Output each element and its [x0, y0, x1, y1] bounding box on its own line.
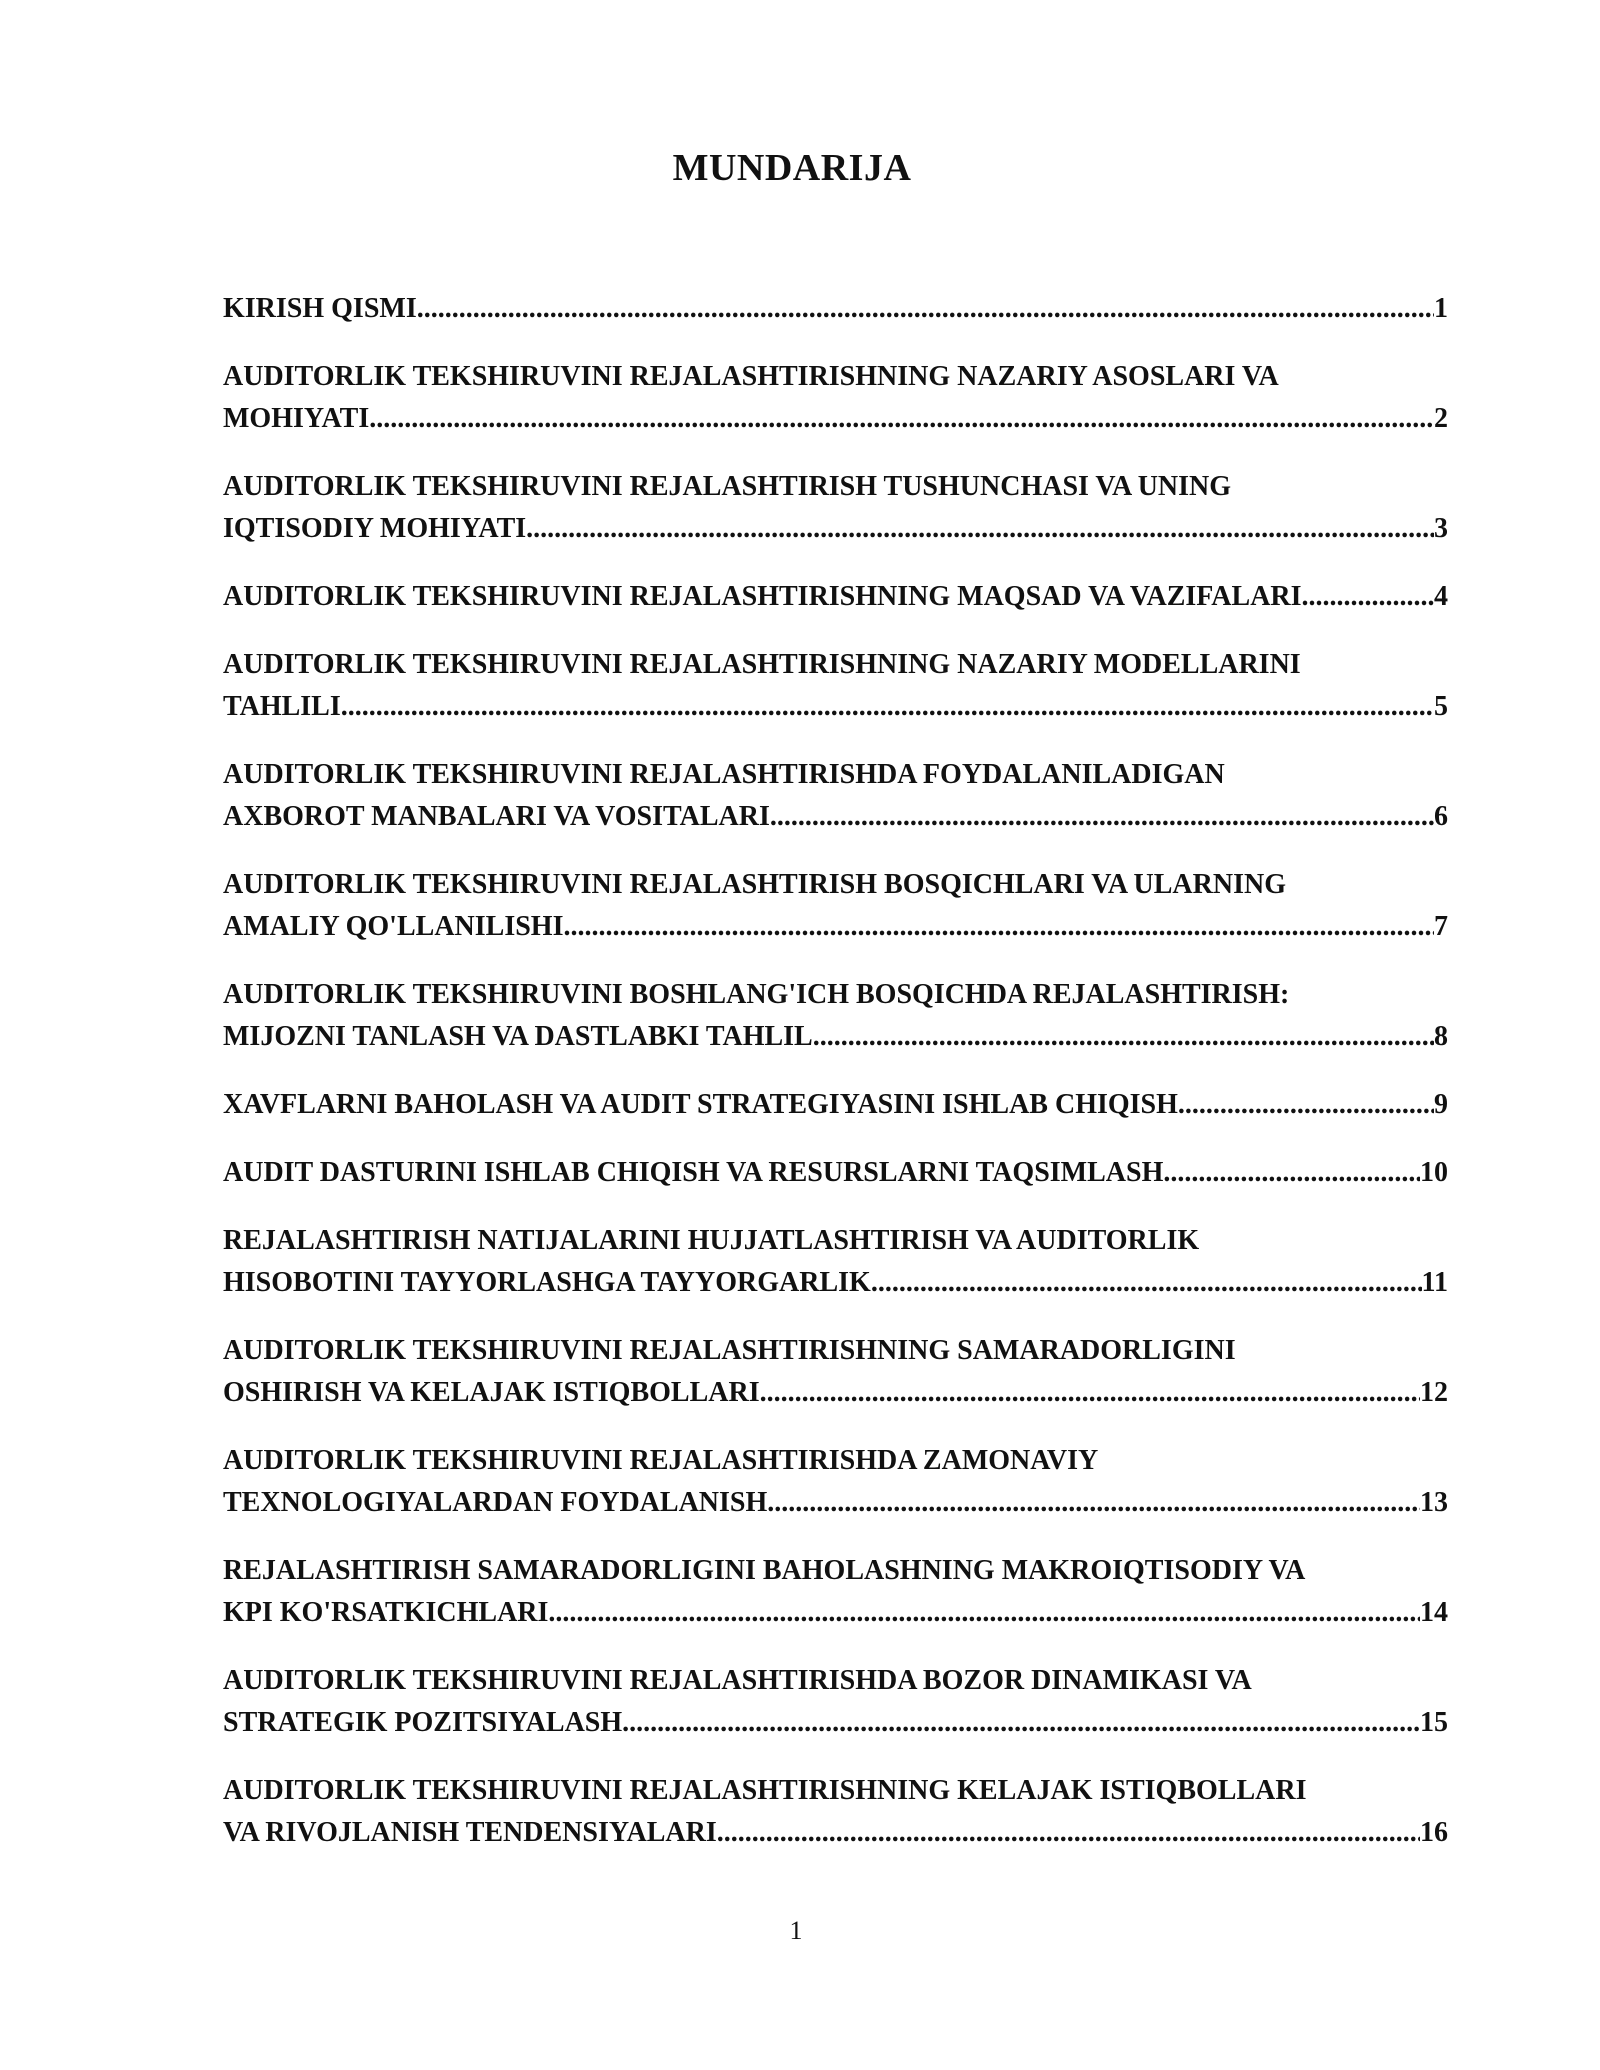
toc-entry[interactable]	[223, 1330, 1448, 1414]
toc-entry-leader-line	[223, 686, 1448, 728]
toc-entry-page-number: 3	[1434, 513, 1448, 544]
dot-leader	[770, 796, 1434, 838]
toc-entry-title-line: AUDITORLIK TEKSHIRUVINI REJALASHTIRISH BOSQICHLARI VA ULARNING	[223, 869, 1286, 900]
toc-entry-leader-line	[223, 398, 1448, 440]
toc-entry-title: HISOBOTINI TAYYORLASHGA TAYYORGARLIK	[223, 1267, 871, 1298]
toc-entry-title-line: AUDITORLIK TEKSHIRUVINI REJALASHTIRISHDA BOZOR DINAMIKASI VA	[223, 1665, 1252, 1696]
page-title: MUNDARIJA	[672, 147, 912, 189]
toc-entry[interactable]	[223, 1770, 1448, 1854]
dot-leader	[1163, 1152, 1420, 1194]
dot-leader	[760, 1372, 1420, 1414]
toc-entry-page-number: 5	[1434, 691, 1448, 722]
toc-entry-title: STRATEGIK POZITSIYALASH	[223, 1707, 623, 1738]
dot-leader	[767, 1482, 1420, 1524]
toc-entry-title: XAVFLARNI BAHOLASH VA AUDIT STRATEGIYASINI ISHLAB CHIQISH	[223, 1089, 1178, 1120]
toc-entry-leader-line	[223, 288, 1448, 330]
toc-entry[interactable]	[223, 864, 1448, 948]
toc-entry[interactable]	[223, 288, 1448, 330]
toc-entry-page-number: 14	[1420, 1597, 1448, 1628]
toc-entry-title: AUDITORLIK TEKSHIRUVINI REJALASHTIRISHNING MAQSAD VA VAZIFALARI	[223, 581, 1302, 612]
toc-entry-title: KIRISH QISMI	[223, 293, 417, 324]
toc-entry[interactable]	[223, 576, 1448, 618]
toc-entry-leader-line	[223, 906, 1448, 948]
toc-entry-page-number: 16	[1420, 1817, 1448, 1848]
toc-entry-title-line: AUDITORLIK TEKSHIRUVINI REJALASHTIRISHDA ZAMONAVIY	[223, 1445, 1099, 1476]
toc-entry-leader-line	[223, 1482, 1448, 1524]
toc-entry-leader-line	[223, 1372, 1448, 1414]
toc-entry[interactable]	[223, 1220, 1448, 1304]
toc-entry-leader-line	[223, 1084, 1448, 1126]
table-of-contents	[223, 288, 1448, 1880]
toc-entry-page-number: 2	[1434, 403, 1448, 434]
toc-entry-title-line: AUDITORLIK TEKSHIRUVINI REJALASHTIRISHNING KELAJAK ISTIQBOLLARI	[223, 1775, 1307, 1806]
toc-entry-title-line: REJALASHTIRISH NATIJALARINI HUJJATLASHTIRISH VA AUDITORLIK	[223, 1225, 1200, 1256]
toc-entry-page-number: 8	[1434, 1021, 1448, 1052]
toc-entry-page-number: 12	[1420, 1377, 1448, 1408]
dot-leader	[369, 398, 1434, 440]
toc-entry-leader-line	[223, 576, 1448, 618]
toc-entry-title: TEXNOLOGIYALARDAN FOYDALANISH	[223, 1487, 768, 1518]
toc-entry[interactable]	[223, 356, 1448, 440]
toc-entry-title: IQTISODIY MOHIYATI	[223, 513, 527, 544]
toc-entry-leader-line	[223, 1592, 1448, 1634]
toc-entry-title: OSHIRISH VA KELAJAK ISTIQBOLLARI	[223, 1377, 760, 1408]
toc-entry-title: TAHLILI	[223, 691, 341, 722]
toc-entry[interactable]	[223, 1550, 1448, 1634]
toc-entry-page-number: 11	[1421, 1267, 1448, 1298]
dot-leader	[526, 508, 1434, 550]
toc-entry-title: MOHIYATI	[223, 403, 370, 434]
toc-entry-page-number: 10	[1420, 1157, 1448, 1188]
toc-entry-page-number: 6	[1434, 801, 1448, 832]
toc-entry-title: AMALIY QO'LLANILISHI	[223, 911, 564, 942]
toc-entry[interactable]	[223, 1084, 1448, 1126]
toc-entry-leader-line	[223, 508, 1448, 550]
toc-entry-title: MIJOZNI TANLASH VA DASTLABKI TAHLIL	[223, 1021, 813, 1052]
dot-leader	[813, 1016, 1434, 1058]
toc-entry-page-number: 15	[1420, 1707, 1448, 1738]
toc-entry-page-number: 1	[1434, 293, 1448, 324]
toc-entry-title-line: AUDITORLIK TEKSHIRUVINI REJALASHTIRISHNING NAZARIY MODELLARINI	[223, 649, 1301, 680]
toc-entry[interactable]	[223, 1440, 1448, 1524]
toc-entry[interactable]	[223, 1660, 1448, 1744]
toc-entry-page-number: 7	[1434, 911, 1448, 942]
toc-entry-title: AXBOROT MANBALARI VA VOSITALARI	[223, 801, 770, 832]
toc-entry-title-line: AUDITORLIK TEKSHIRUVINI REJALASHTIRISHNING NAZARIY ASOSLARI VA	[223, 361, 1279, 392]
toc-entry-page-number: 13	[1420, 1487, 1448, 1518]
toc-entry-leader-line	[223, 1812, 1448, 1854]
toc-entry-title: KPI KO'RSATKICHLARI	[223, 1597, 549, 1628]
toc-entry[interactable]	[223, 644, 1448, 728]
dot-leader	[622, 1702, 1420, 1744]
dot-leader	[871, 1262, 1422, 1304]
page-number: 1	[789, 1916, 803, 1945]
dot-leader	[341, 686, 1434, 728]
dot-leader	[1302, 576, 1434, 618]
dot-leader	[563, 906, 1434, 948]
toc-entry-title: VA RIVOJLANISH TENDENSIYALARI	[223, 1817, 717, 1848]
toc-entry[interactable]	[223, 754, 1448, 838]
dot-leader	[1178, 1084, 1434, 1126]
toc-entry-title-line: AUDITORLIK TEKSHIRUVINI BOSHLANG'ICH BOSQICHDA REJALASHTIRISH:	[223, 979, 1290, 1010]
dot-leader	[548, 1592, 1420, 1634]
toc-entry[interactable]	[223, 974, 1448, 1058]
toc-entry[interactable]	[223, 1152, 1448, 1194]
dot-leader	[417, 288, 1434, 330]
toc-entry-page-number: 4	[1434, 581, 1448, 612]
toc-entry-title: AUDIT DASTURINI ISHLAB CHIQISH VA RESURSLARNI TAQSIMLASH	[223, 1157, 1164, 1188]
dot-leader	[717, 1812, 1420, 1854]
toc-entry-leader-line	[223, 1702, 1448, 1744]
toc-entry-page-number: 9	[1434, 1089, 1448, 1120]
toc-entry[interactable]	[223, 466, 1448, 550]
toc-entry-title-line: AUDITORLIK TEKSHIRUVINI REJALASHTIRISHNING SAMARADORLIGINI	[223, 1335, 1236, 1366]
toc-entry-leader-line	[223, 1152, 1448, 1194]
toc-entry-title-line: AUDITORLIK TEKSHIRUVINI REJALASHTIRISH TUSHUNCHASI VA UNING	[223, 471, 1232, 502]
toc-entry-title-line: REJALASHTIRISH SAMARADORLIGINI BAHOLASHNING MAKROIQTISODIY VA	[223, 1555, 1306, 1586]
toc-entry-leader-line	[223, 796, 1448, 838]
toc-entry-leader-line	[223, 1262, 1448, 1304]
toc-entry-leader-line	[223, 1016, 1448, 1058]
toc-entry-title-line: AUDITORLIK TEKSHIRUVINI REJALASHTIRISHDA FOYDALANILADIGAN	[223, 759, 1225, 790]
